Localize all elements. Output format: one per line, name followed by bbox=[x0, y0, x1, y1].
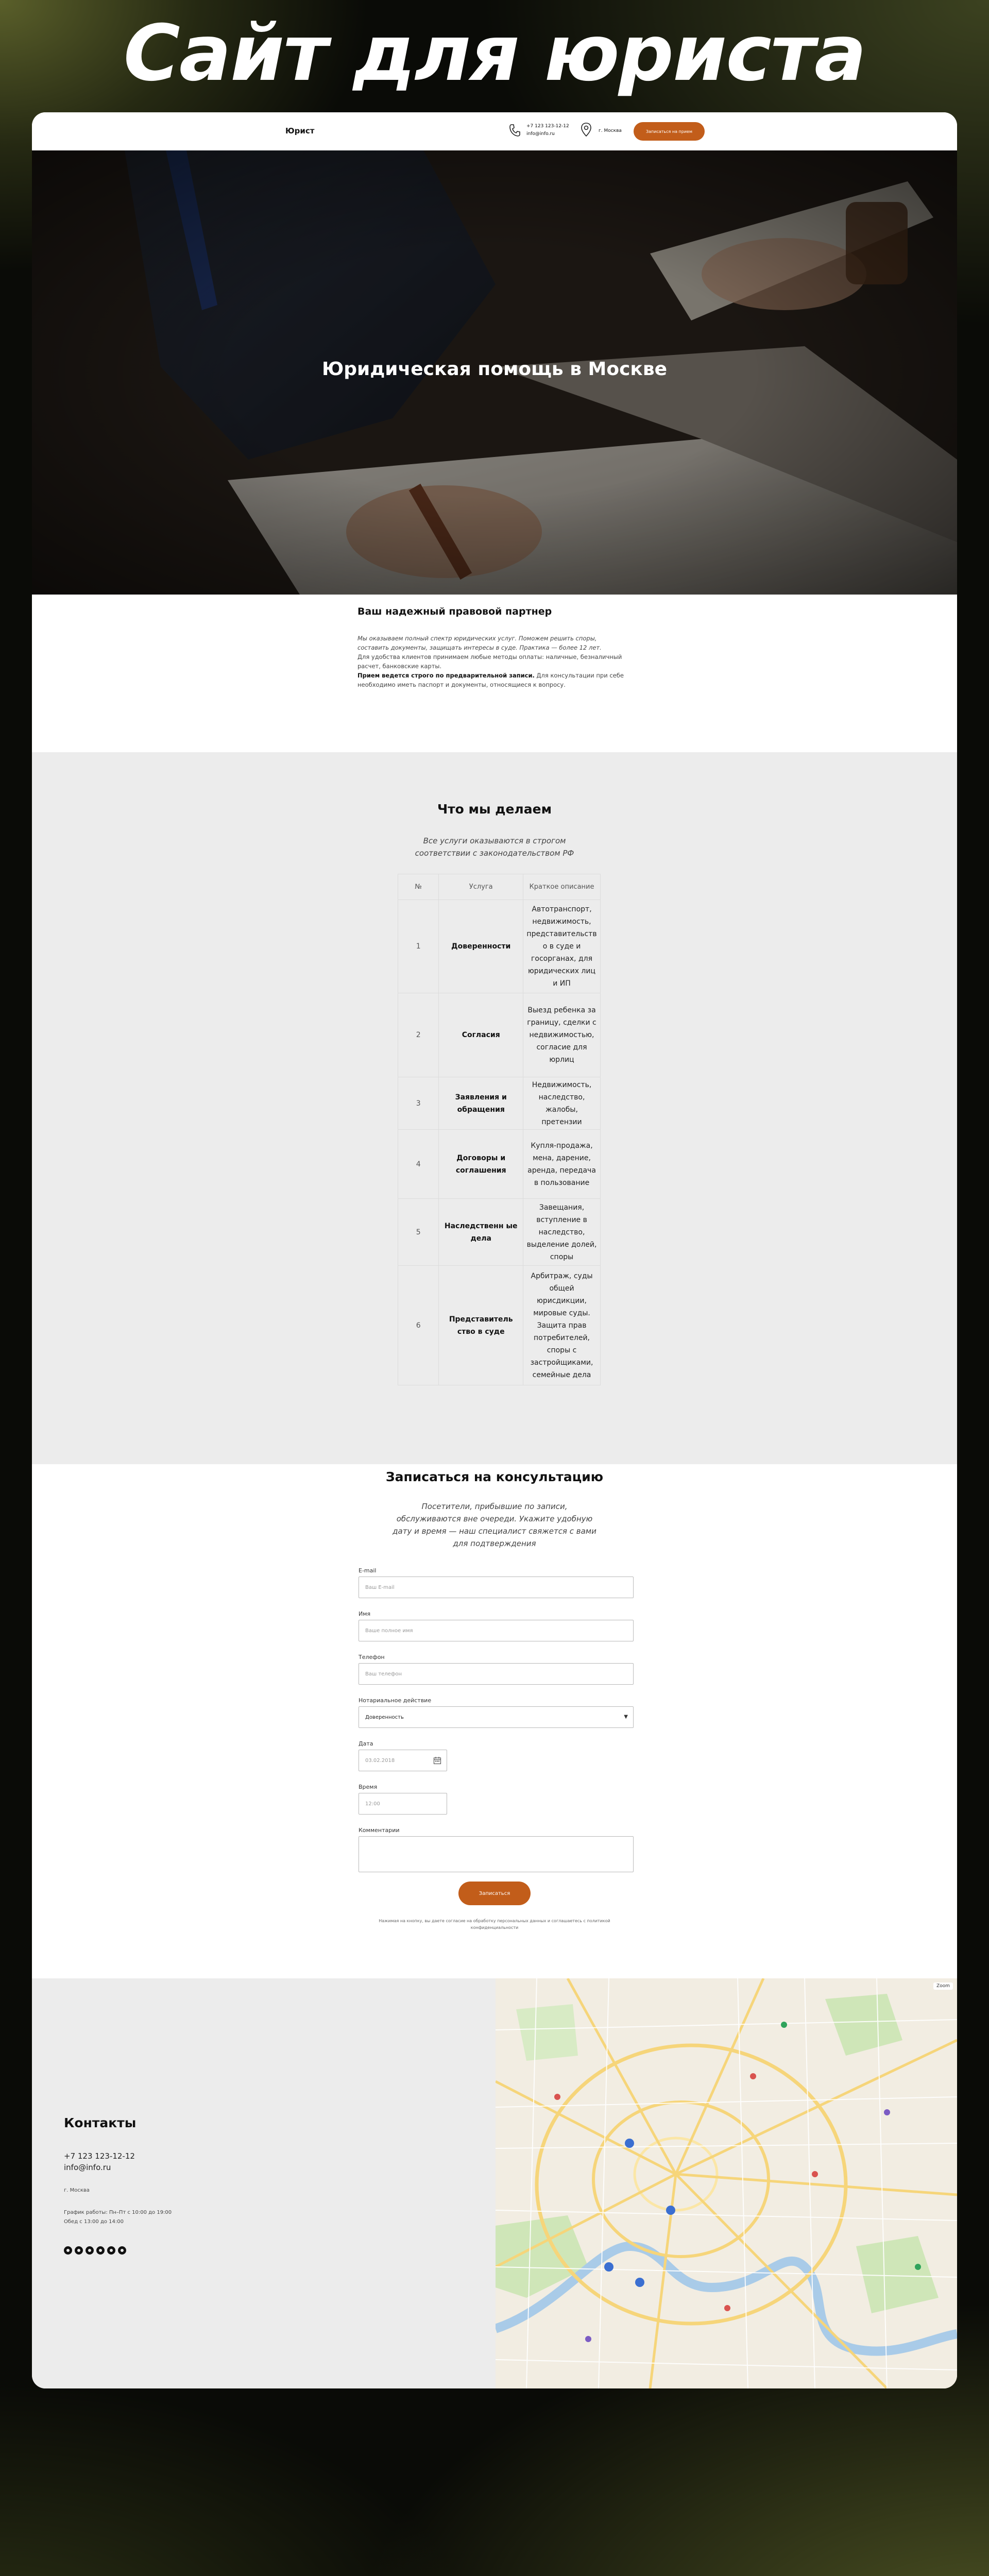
row-num: 1 bbox=[398, 900, 439, 993]
table-header-desc: Краткое описание bbox=[523, 874, 601, 900]
about-line-3: Для консультации при себе необходимо иметь паспорт и документы, относящиеся к вопросу. bbox=[357, 672, 624, 688]
chevron-down-icon: ▼ bbox=[624, 1714, 628, 1720]
about-section bbox=[32, 595, 957, 752]
contacts-hours bbox=[64, 2208, 172, 2227]
row-service: Договоры и соглашения bbox=[439, 1130, 523, 1199]
contacts-city: г. Москва bbox=[64, 2188, 90, 2193]
row-num: 6 bbox=[398, 1266, 439, 1385]
row-service: Наследственн ые дела bbox=[439, 1199, 523, 1266]
time-label: Время bbox=[359, 1784, 378, 1790]
date-label: Дата bbox=[359, 1740, 373, 1747]
about-line-1: Мы оказываем полный спектр юридических услуг. Поможем решить споры, составить документы, защищать интересы в суде. Практика — более 12 лет. bbox=[357, 635, 602, 651]
calendar-icon[interactable] bbox=[433, 1756, 441, 1765]
comment-field[interactable] bbox=[359, 1836, 634, 1872]
time-field[interactable]: 12:00 bbox=[359, 1793, 447, 1815]
table-header-row bbox=[398, 874, 601, 900]
table-header-service: Услуга bbox=[439, 874, 523, 900]
row-desc: Завещания, вступление в наследство, выделение долей, споры bbox=[523, 1199, 601, 1266]
table-row bbox=[398, 1130, 601, 1199]
table-row bbox=[398, 993, 601, 1077]
booking-title: Записаться на консультацию bbox=[385, 1469, 604, 1484]
booking-subtitle: Посетители, прибывшие по записи, обслуживаются вне очереди. Укажите удобную дату и время — наш специалист свяжется с вами для подтверждения bbox=[393, 1502, 596, 1548]
about-text bbox=[357, 634, 625, 689]
whatsapp-icon[interactable] bbox=[86, 2246, 94, 2255]
site-card bbox=[32, 112, 957, 2388]
date-placeholder: 03.02.2018 bbox=[365, 1757, 395, 1764]
hours-line-2: Обед с 13:00 до 14:00 bbox=[64, 2219, 124, 2225]
action-label: Нотариальное действие bbox=[359, 1697, 432, 1704]
table-row bbox=[398, 1077, 601, 1130]
city-map[interactable] bbox=[496, 1978, 957, 2388]
map-zoom-label[interactable]: Zoom bbox=[933, 1982, 953, 1990]
hours-line-1: График работы: Пн–Пт с 10:00 до 19:00 bbox=[64, 2210, 172, 2215]
social-links bbox=[64, 2246, 126, 2255]
vk-icon[interactable] bbox=[64, 2246, 72, 2255]
page-title: Сайт для юриста bbox=[123, 9, 866, 98]
privacy-note: Нажимая на кнопку, вы даете согласие на обработку персональных данных и соглашаетесь c политикой конфиденциальности bbox=[379, 1919, 610, 1930]
telegram-icon[interactable] bbox=[75, 2246, 83, 2255]
contacts-info bbox=[64, 2150, 135, 2173]
email-field[interactable]: Ваш E-mail bbox=[359, 1577, 634, 1598]
table-row bbox=[398, 1266, 601, 1385]
submit-button[interactable]: Записаться bbox=[458, 1882, 531, 1905]
hero-title: Юридическая помощь в Москве bbox=[321, 359, 668, 380]
about-line-3-bold: Прием ведется строго по предварительной записи. bbox=[357, 672, 535, 679]
row-desc: Выезд ребенка за границу, сделки с недвижимостью, согласие для юрлиц bbox=[523, 993, 601, 1077]
odnoklassniki-icon[interactable] bbox=[107, 2246, 115, 2255]
row-desc: Арбитраж, суды общей юрисдикции, мировые суды. Защита прав потребителей, споры с застройщиками, семейные дела bbox=[523, 1266, 601, 1385]
booking-section bbox=[32, 1464, 957, 1978]
row-num: 3 bbox=[398, 1077, 439, 1130]
date-field[interactable] bbox=[359, 1750, 447, 1771]
phone-icon bbox=[508, 123, 520, 138]
youtube-icon[interactable] bbox=[96, 2246, 105, 2255]
table-header-num: № bbox=[398, 874, 439, 900]
site-header bbox=[32, 112, 957, 150]
hero-section bbox=[32, 150, 957, 595]
name-label: Имя bbox=[359, 1611, 371, 1617]
about-line-2: Для удобства клиентов принимаем любые методы оплаты: наличные, безналичный расчет, банковские карты. bbox=[357, 653, 622, 670]
row-desc: Недвижимость, наследство, жалобы, претензии bbox=[523, 1077, 601, 1130]
row-service: Согласия bbox=[439, 993, 523, 1077]
services-title: Что мы делаем bbox=[437, 802, 552, 817]
services-table bbox=[398, 874, 601, 1385]
row-service: Доверенности bbox=[439, 900, 523, 993]
location-pin-icon bbox=[580, 122, 592, 138]
header-email[interactable]: info@info.ru bbox=[526, 131, 555, 137]
book-appointment-button[interactable]: Записаться на прием bbox=[634, 122, 705, 141]
row-num: 4 bbox=[398, 1130, 439, 1199]
row-service: Представитель ство в суде bbox=[439, 1266, 523, 1385]
contacts-email[interactable]: info@info.ru bbox=[64, 2163, 111, 2172]
about-title: Ваш надежный правовой партнер bbox=[357, 606, 552, 617]
contacts-title: Контакты bbox=[64, 2115, 137, 2130]
header-contacts bbox=[526, 123, 569, 138]
email-label: E-mail bbox=[359, 1567, 377, 1574]
contacts-section bbox=[32, 1978, 496, 2388]
comment-label: Комментарии bbox=[359, 1827, 400, 1834]
phone-label: Телефон bbox=[359, 1654, 385, 1660]
name-field[interactable]: Ваше полное имя bbox=[359, 1620, 634, 1641]
table-row bbox=[398, 1199, 601, 1266]
instagram-icon[interactable] bbox=[118, 2246, 126, 2255]
row-service: Заявления и обращения bbox=[439, 1077, 523, 1130]
action-select-value: Доверенность bbox=[365, 1714, 404, 1720]
row-desc: Купля-продажа, мена, дарение, аренда, передача в пользование bbox=[523, 1130, 601, 1199]
phone-field[interactable]: Ваш телефон bbox=[359, 1663, 634, 1685]
contacts-phone[interactable]: +7 123 123-12-12 bbox=[64, 2151, 135, 2161]
site-logo[interactable]: Юрист bbox=[285, 126, 315, 135]
header-phone[interactable]: +7 123 123-12-12 bbox=[526, 124, 569, 129]
table-row bbox=[398, 900, 601, 993]
services-subtitle: Все услуги оказываются в строгом соответствии с законодательством РФ bbox=[415, 836, 574, 858]
action-select[interactable] bbox=[359, 1706, 634, 1728]
map-widget[interactable] bbox=[496, 1978, 957, 2388]
row-num: 5 bbox=[398, 1199, 439, 1266]
row-num: 2 bbox=[398, 993, 439, 1077]
header-city: г. Москва bbox=[599, 128, 622, 133]
row-desc: Автотранспорт, недвижимость, представительств о в суде и госорганах, для юридических лиц и ИП bbox=[523, 900, 601, 993]
services-section bbox=[32, 752, 957, 1464]
